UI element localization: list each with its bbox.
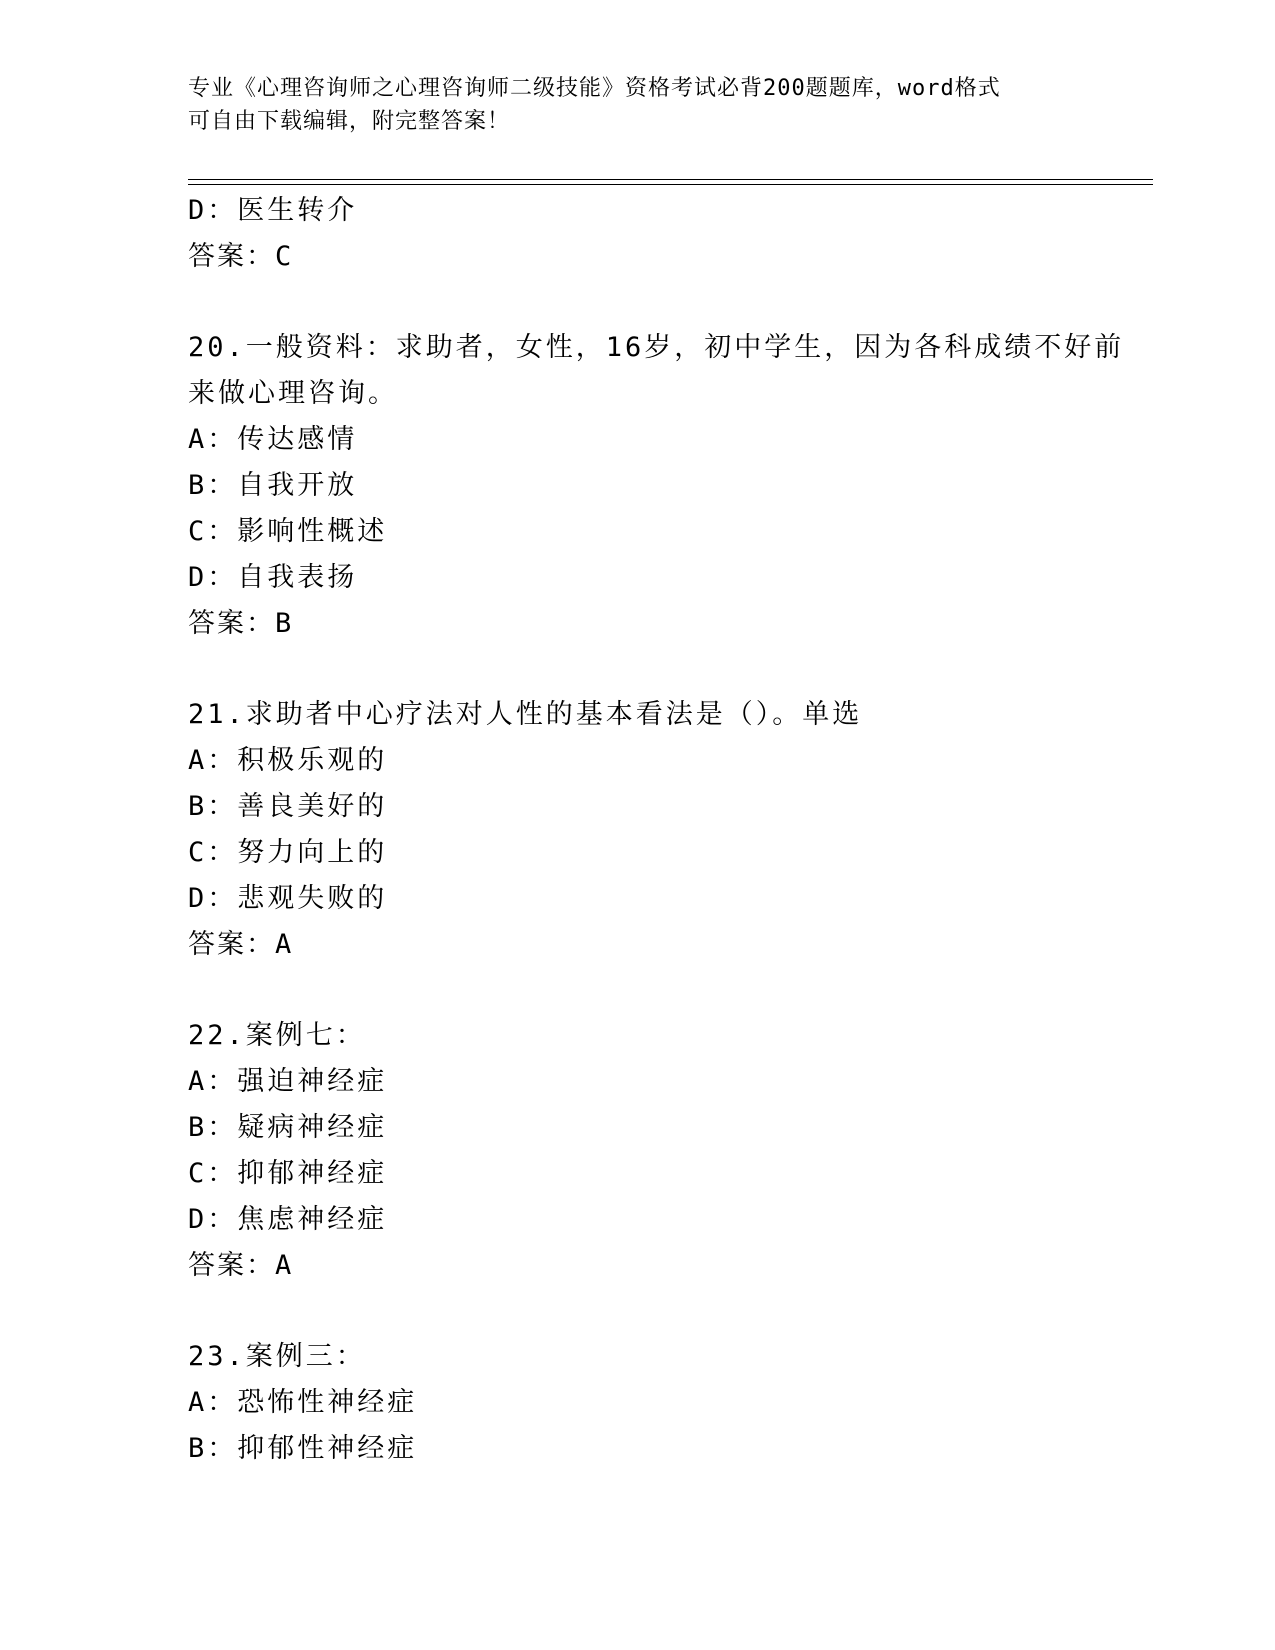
- question-23-text: 23.案例三：: [188, 1341, 366, 1372]
- question-22-option-c: C：抑郁神经症: [188, 1158, 388, 1189]
- question-21-answer: 答案：A: [188, 929, 294, 960]
- question-20: [188, 325, 1148, 647]
- header-line-1: 专业《心理咨询师之心理咨询师二级技能》资格考试必背200题题库，word格式: [188, 76, 1001, 101]
- question-23: [188, 1334, 1148, 1472]
- question-20-option-a: A：传达感情: [188, 424, 358, 455]
- question-22-answer: 答案：A: [188, 1250, 294, 1281]
- question-20-option-c: C：影响性概述: [188, 516, 388, 547]
- prev-option-d: D：医生转介: [188, 195, 358, 226]
- question-20-text-line-1: 20.一般资料：求助者，女性，16岁，初中学生，因为各科成绩不好前: [188, 332, 1125, 363]
- question-22-text: 22.案例七：: [188, 1020, 366, 1051]
- question-21-option-b: B：善良美好的: [188, 791, 388, 822]
- header-divider-bottom: [188, 184, 1153, 185]
- question-21-text: 21.求助者中心疗法对人性的基本看法是（）。单选: [188, 699, 863, 730]
- question-21-option-a: A：积极乐观的: [188, 745, 388, 776]
- question-22-option-d: D：焦虑神经症: [188, 1204, 388, 1235]
- question-list: [188, 188, 1148, 1472]
- question-22-option-b: B：疑病神经症: [188, 1112, 388, 1143]
- question-20-answer: 答案：B: [188, 608, 294, 639]
- question-21-option-c: C：努力向上的: [188, 837, 388, 868]
- question-22: [188, 1013, 1148, 1289]
- header-line-2: 可自由下载编辑，附完整答案！: [188, 109, 511, 134]
- question-20-option-d: D：自我表扬: [188, 562, 358, 593]
- question-21-option-d: D：悲观失败的: [188, 883, 388, 914]
- prev-answer: 答案：C: [188, 241, 294, 272]
- question-21: [188, 692, 1148, 968]
- question-20-option-b: B：自我开放: [188, 470, 358, 501]
- question-23-option-b: B：抑郁性神经症: [188, 1433, 418, 1464]
- question-20-text-line-2: 来做心理咨询。: [188, 378, 398, 409]
- header-divider-top: [188, 179, 1153, 180]
- question-23-option-a: A：恐怖性神经症: [188, 1387, 418, 1418]
- question-22-option-a: A：强迫神经症: [188, 1066, 388, 1097]
- document-header: [188, 72, 1088, 138]
